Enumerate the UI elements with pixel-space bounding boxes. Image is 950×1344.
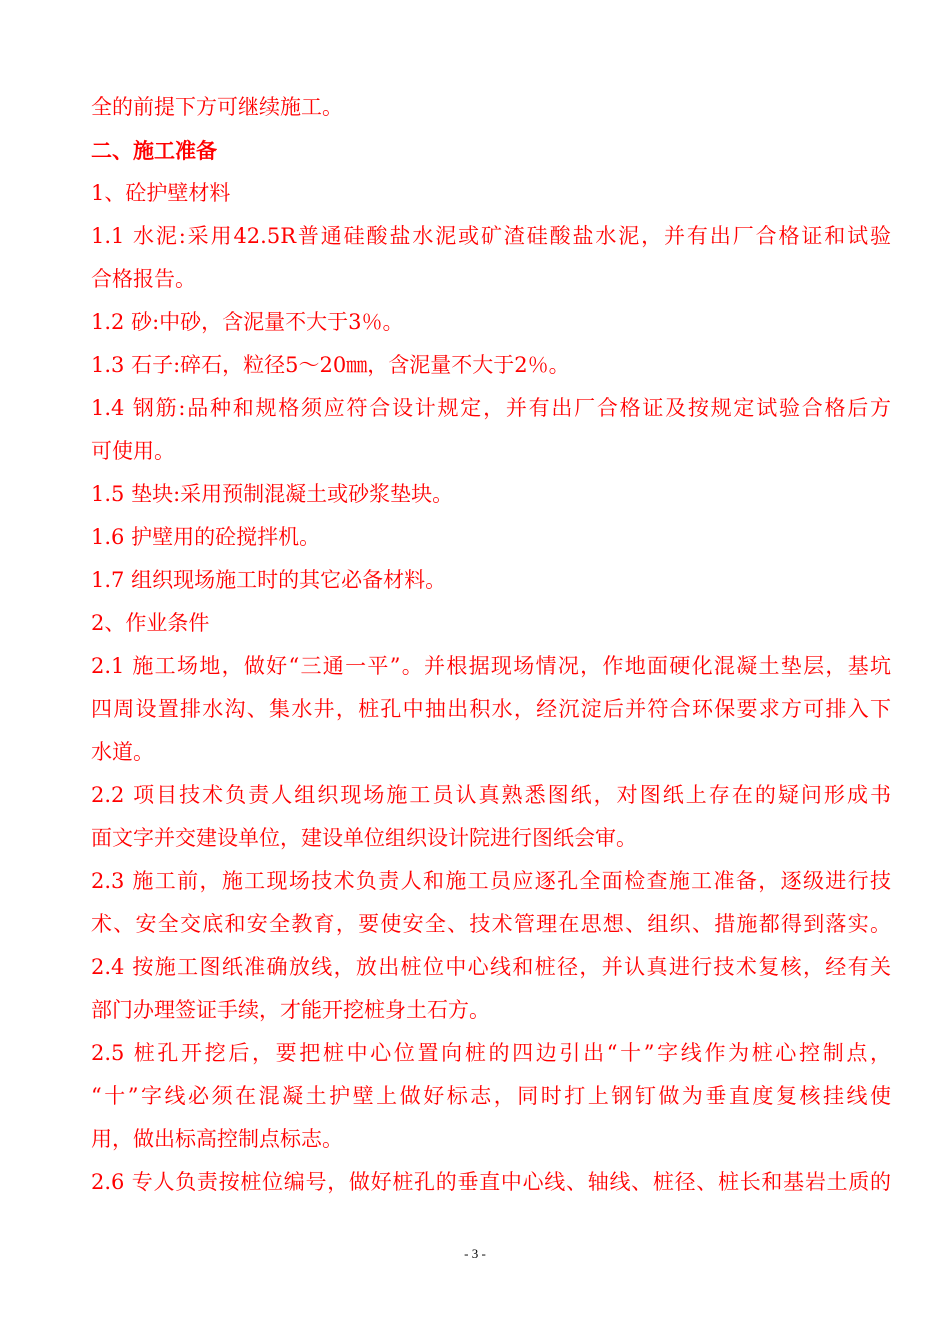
- body-line: 1、砼护壁材料: [91, 181, 231, 205]
- body-line: 水道。: [91, 740, 154, 764]
- page-number: - 3 -: [464, 1246, 486, 1261]
- document-body: [91, 86, 891, 1204]
- body-line: 1.7 组织现场施工时的其它必备材料。: [91, 568, 447, 592]
- body-line: 2.1 施工场地，做好“三通一平”。并根据现场情况，作地面硬化混凝土垫层，基坑: [91, 654, 891, 678]
- section-heading: 二、施工准备: [91, 138, 217, 163]
- body-line: 2、作业条件: [91, 611, 210, 635]
- body-line: 1.6 护壁用的砼搅拌机。: [91, 525, 321, 549]
- body-line: 部门办理签证手续，才能开挖桩身土石方。: [91, 998, 490, 1022]
- body-line: “十”字线必须在混凝土护壁上做好标志，同时打上钢钉做为垂直度复核挂线使: [91, 1084, 891, 1108]
- body-line: 面文字并交建设单位，建设单位组织设计院进行图纸会审。: [91, 826, 637, 850]
- body-line: 用，做出标高控制点标志。: [91, 1127, 343, 1151]
- body-line: 2.6 专人负责按桩位编号，做好桩孔的垂直中心线、轴线、桩径、桩长和基岩土质的: [91, 1170, 891, 1194]
- body-line: 1.2 砂:中砂，含泥量不大于3％。: [91, 310, 404, 334]
- body-line: 四周设置排水沟、集水井，桩孔中抽出积水，经沉淀后并符合环保要求方可排入下: [91, 697, 891, 721]
- body-line: 1.1 水泥:采用42.5R普通硅酸盐水泥或矿渣硅酸盐水泥，并有出厂合格证和试验: [91, 224, 891, 248]
- body-line: 合格报告。: [91, 267, 196, 291]
- body-line: 2.5 桩孔开挖后，要把桩中心位置向桩的四边引出“十”字线作为桩心控制点，: [91, 1041, 891, 1065]
- body-line: 1.4 钢筋:品种和规格须应符合设计规定，并有出厂合格证及按规定试验合格后方: [91, 396, 891, 420]
- body-line: 2.4 按施工图纸准确放线，放出桩位中心线和桩径，并认真进行技术复核，经有关: [91, 955, 891, 979]
- body-line: 1.3 石子:碎石，粒径5～20㎜，含泥量不大于2％。: [91, 353, 570, 377]
- body-line: 2.2 项目技术负责人组织现场施工员认真熟悉图纸，对图纸上存在的疑问形成书: [91, 783, 891, 807]
- body-line: 可使用。: [91, 439, 175, 463]
- body-line: 术、安全交底和安全教育，要使安全、技术管理在思想、组织、措施都得到落实。: [91, 912, 891, 936]
- body-line: 1.5 垫块:采用预制混凝土或砂浆垫块。: [91, 482, 454, 506]
- body-line: 全的前提下方可继续施工。: [91, 95, 343, 119]
- body-line: 2.3 施工前，施工现场技术负责人和施工员应逐孔全面检查施工准备，逐级进行技: [91, 869, 891, 893]
